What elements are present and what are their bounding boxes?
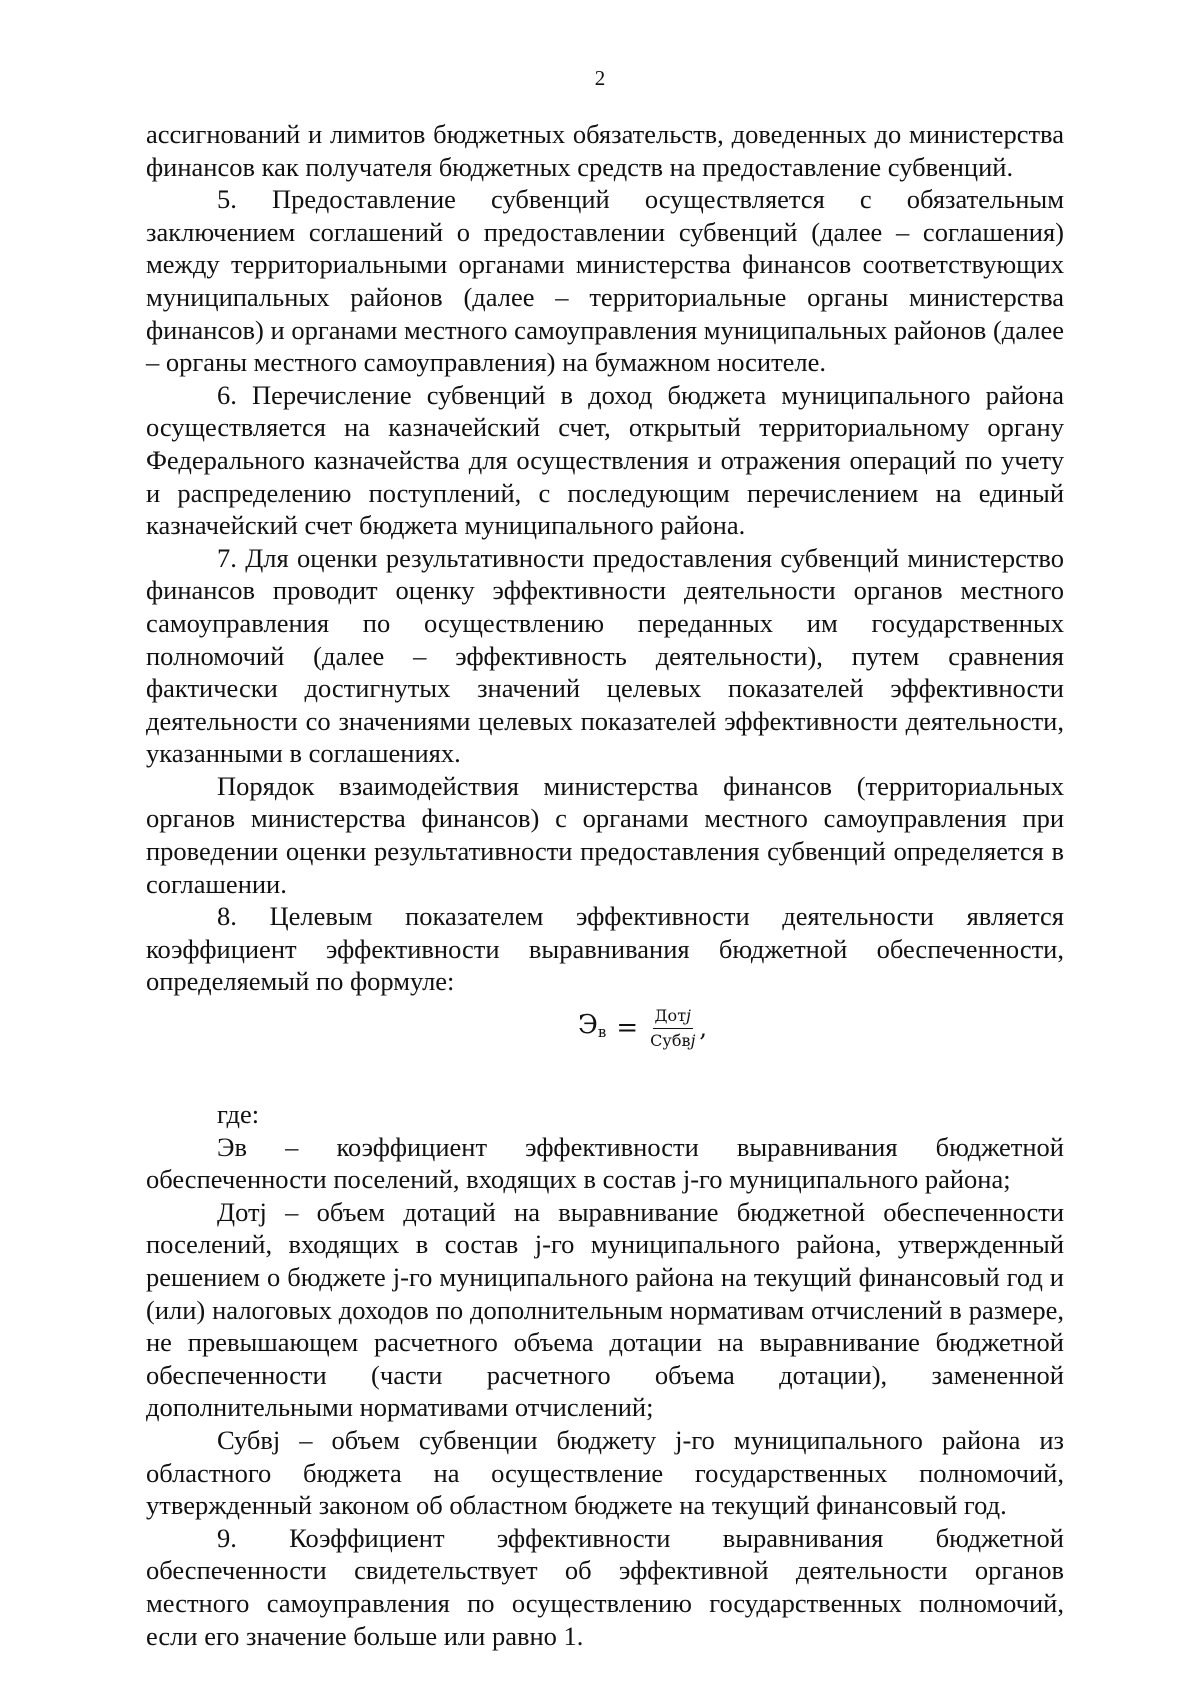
formula-numerator [653,1006,693,1029]
document-body [146,118,1064,1652]
formula-fraction [648,1006,697,1051]
paragraph-5: 5. Предоставление субвенций осуществляется с обязательным заключением соглашений о предоставлении субвенций (далее – соглашения) между территориальными органами министерства финансов соответствующих муниципальных районов (далее – территориальные органы министерства финансов) и органами местного самоуправления муниципальных районов (далее – органы местного самоуправления) на бумажном носителе. [146,184,1064,378]
paragraph-7-procedure: Порядок взаимодействия министерства финансов (территориальных органов министерства финансов) с органами местного самоуправления при проведении оценки результативности предоставления субвенций определяется в соглашении. [146,770,1064,899]
definition-dot: Дотj – объем дотаций на выравнивание бюджетной обеспеченности поселений, входящих в состав j-го муниципального района, утвержденный решением о бюджете j-го муниципального района на текущий финансовый год и (или) налоговых доходов по дополнительным нормативам отчислений в размере, не превышающем расчетного объема дотации на выравнивание бюджетной обеспеченности (части расчетного объема дотации), замененной дополнительными нормативами отчислений; [146,1196,1064,1423]
page-number: 2 [594,66,606,90]
formula-lhs-subscript: в [597,1023,607,1042]
formula-lhs-symbol: Э [578,1010,598,1041]
paragraph-7: 7. Для оценки результативности предоставления субвенций министерство финансов проводит оценку эффективности деятельности органов местного самоуправления по осуществлению переданных им государственных полномочий (далее – эффективность деятельности), путем сравнения фактически достигнутых значений целевых показателей эффективности деятельности со значениями целевых показателей эффективности деятельности, указанными в соглашениях. [146,542,1064,769]
formula-equals-sign: = [616,1013,639,1044]
definition-subv: Субвj – объем субвенции бюджету j-го муниципального района из областного бюджета на осуществление государственных полномочий, утвержденный законом об областном бюджете на текущий финансовый год. [146,1424,1064,1521]
formula-numerator-index: j [686,1006,692,1026]
paragraph-6: 6. Перечисление субвенций в доход бюджета муниципального района осуществляется на казначейский счет, открытый территориальному органу Федерального казначейства для осуществления и отражения операций по учету и распределению поступлений, с последующим перечислением на единый казначейский счет бюджета муниципального района. [146,379,1064,541]
where-label: где: [217,1099,260,1130]
paragraph-continuation: ассигнований и лимитов бюджетных обязательств, доведенных до министерства финансов как получателя бюджетных средств на предоставление субвенций. [146,119,1064,182]
formula-denominator [648,1029,697,1051]
formula-denominator-text: Субв [650,1031,691,1051]
efficiency-formula [146,998,1064,1098]
paragraph-9: 9. Коэффициент эффективности выравнивания бюджетной обеспеченности свидетельствует об эффективной деятельности органов местного самоуправления по осуществлению государственных полномочий, если его значение больше или равно 1. [146,1522,1064,1651]
definition-ev: Эв – коэффициент эффективности выравнивания бюджетной обеспеченности поселений, входящих в состав j-го муниципального района; [146,1131,1064,1195]
paragraph-8: 8. Целевым показателем эффективности деятельности является коэффициент эффективности выравнивания бюджетной обеспеченности, определяемый по формуле: [146,901,1064,997]
formula-trailing-comma: , [699,1014,708,1043]
formula-lhs [578,1012,606,1045]
formula-denominator-index: j [690,1031,696,1051]
formula-expression [578,1006,707,1051]
formula-numerator-text: Дот [654,1006,687,1026]
